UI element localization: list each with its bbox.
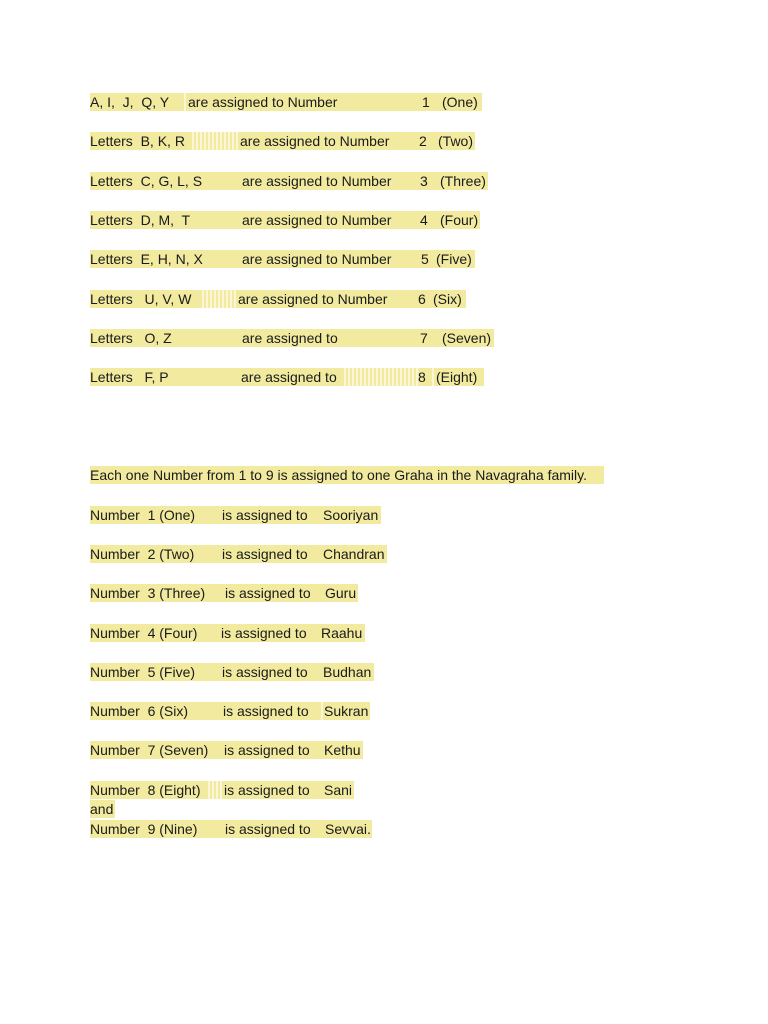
graha-name-text: Kethu — [324, 741, 363, 759]
number-label-text: Number 4 (Four) — [90, 624, 221, 642]
number-label-text: Number 9 (Nine) — [90, 820, 225, 838]
number-label-text: Number 2 (Two) — [90, 545, 222, 563]
letter-line-4 — [90, 211, 480, 229]
phrase-text: are assigned to Number — [242, 211, 420, 229]
number-label-text: Number 6 (Six) — [90, 702, 223, 720]
number-word-text: (Six) — [433, 290, 466, 308]
number-label-text: Number 1 (One) — [90, 506, 222, 524]
letters-text: A, I, J, Q, Y — [90, 93, 182, 111]
number-label-text: Number 3 (Three) — [90, 584, 225, 602]
number-text: 7 — [420, 329, 442, 347]
number-word-text: (Two) — [438, 133, 473, 149]
graha-line-9 — [90, 820, 372, 838]
letter-line-1 — [90, 93, 482, 111]
graha-line-6 — [90, 702, 370, 720]
number-label-text: Number 7 (Seven) — [90, 741, 224, 759]
number-word-text: (Seven) — [442, 329, 494, 347]
conjunction-text: and — [90, 801, 114, 817]
number-text: 4 — [420, 211, 440, 229]
number-text: 8 — [418, 368, 430, 386]
number-text: 5 — [421, 250, 436, 268]
phrase-text: are assigned to Number — [188, 93, 422, 111]
graha-line-8 — [90, 781, 354, 799]
phrase-text: is assigned to — [222, 506, 323, 524]
graha-name-text: Sukran — [324, 703, 369, 719]
graha-line-5 — [90, 663, 374, 681]
letters-text: Letters B, K, R — [90, 132, 190, 150]
number-word-text: (Three) — [440, 172, 488, 190]
letter-line-6 — [90, 290, 466, 308]
number-label-text: Number 8 (Eight) — [90, 781, 206, 799]
letters-text: Letters U, V, W — [90, 290, 200, 308]
phrase-text: are assigned to Number — [238, 290, 418, 308]
phrase-text: are assigned to — [241, 368, 342, 386]
graha-line-2 — [90, 545, 387, 563]
graha-name-text: Sooriyan — [323, 506, 381, 524]
number-word-text: (Eight) — [436, 368, 484, 386]
phrase-text: is assigned to — [222, 663, 323, 681]
letter-line-3 — [90, 172, 488, 190]
phrase-text: is assigned to — [222, 545, 323, 563]
phrase-text: are assigned to Number — [242, 172, 420, 190]
letters-text: Letters O, Z — [90, 329, 242, 347]
intro-line — [90, 466, 604, 484]
letters-text: Letters F, P — [90, 368, 241, 386]
number-text: 6 — [418, 290, 433, 308]
letter-line-7 — [90, 329, 494, 347]
number-word-text: (One) — [442, 93, 482, 111]
graha-line-1 — [90, 506, 381, 524]
number-word-text: (Four) — [440, 212, 479, 228]
graha-name-text: Chandran — [323, 545, 387, 563]
letters-text: Letters C, G, L, S — [90, 172, 242, 190]
graha-line-7 — [90, 741, 363, 759]
letter-line-5 — [90, 250, 475, 268]
phrase-text: is assigned to — [225, 820, 325, 838]
graha-name-text: Raahu — [321, 624, 365, 642]
graha-line-3 — [90, 584, 358, 602]
phrase-text: are assigned to Number — [240, 132, 419, 150]
phrase-text: is assigned to — [224, 741, 324, 759]
graha-name-text: Sani — [324, 782, 353, 798]
graha-name-text: Budhan — [323, 663, 374, 681]
phrase-text: is assigned to — [221, 624, 321, 642]
letter-line-8 — [90, 368, 484, 386]
intro-text: Each one Number from 1 to 9 is assigned to one Graha in the Navagraha family. — [90, 466, 604, 484]
number-text: 2 — [419, 132, 438, 150]
number-word-text: (Five) — [436, 250, 475, 268]
phrase-text: is assigned to — [224, 781, 324, 799]
letters-text: Letters E, H, N, X — [90, 250, 242, 268]
phrase-text: are assigned to — [242, 329, 420, 347]
graha-line-4 — [90, 624, 365, 642]
conjunction-line — [90, 800, 115, 818]
letter-line-2 — [90, 132, 475, 150]
phrase-text: are assigned to Number — [242, 250, 421, 268]
number-text: 1 — [422, 93, 442, 111]
phrase-text: is assigned to — [223, 702, 319, 720]
phrase-text: is assigned to — [225, 584, 325, 602]
number-text: 3 — [420, 172, 440, 190]
graha-name-text: Sevvai. — [325, 821, 371, 837]
graha-name-text: Guru — [325, 585, 357, 601]
number-label-text: Number 5 (Five) — [90, 663, 222, 681]
letters-text: Letters D, M, T — [90, 211, 242, 229]
